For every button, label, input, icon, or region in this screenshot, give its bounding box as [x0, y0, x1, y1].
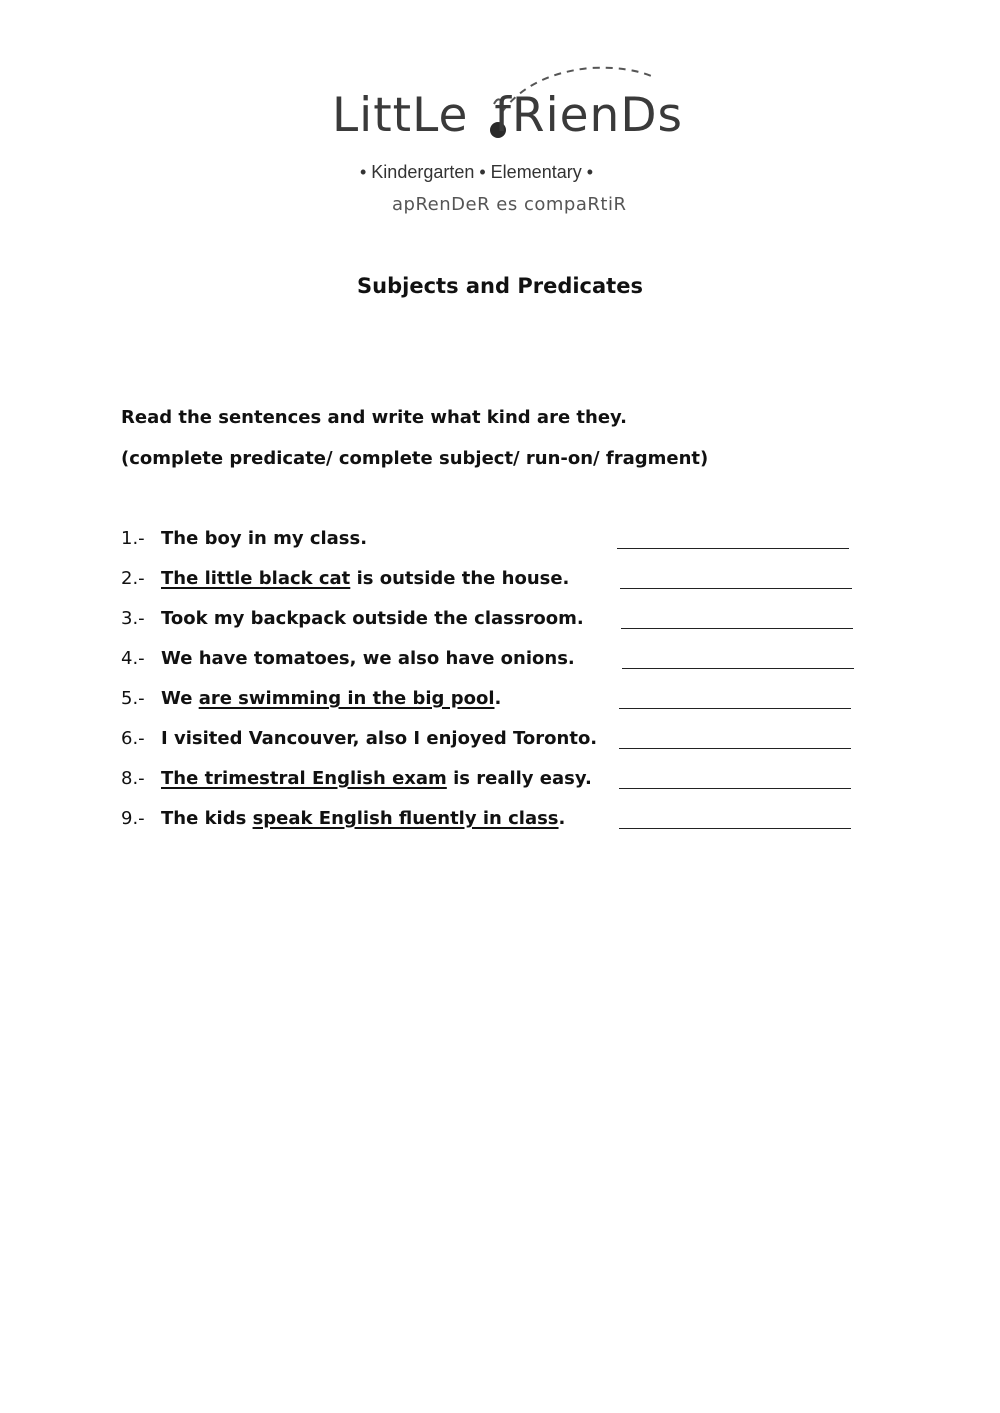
item-number: 2.- [121, 568, 145, 589]
logo-wordmark-right: fRienDs [494, 88, 684, 143]
sentence-text: We have tomatoes, we also have onions. [161, 648, 575, 669]
sentence-text: is really easy. [446, 768, 592, 789]
sentence-text: The boy in my class. [161, 528, 368, 549]
exercise-item [0, 808, 1000, 838]
item-number: 3.- [121, 608, 145, 629]
item-sentence [161, 648, 575, 669]
exercise-item [0, 528, 1000, 558]
item-number: 9.- [121, 808, 145, 829]
exercise-item [0, 688, 1000, 718]
item-number: 5.- [121, 688, 145, 709]
item-sentence [161, 728, 597, 749]
item-sentence [161, 808, 565, 829]
sentence-text: Took my backpack outside the classroom. [161, 608, 584, 629]
answer-blank[interactable] [619, 788, 851, 789]
underlined-phrase: are swimming in the big pool [198, 688, 495, 709]
exercise-item [0, 768, 1000, 798]
sentence-text: I visited Vancouver, also I enjoyed Toronto. [161, 728, 598, 749]
item-sentence [161, 608, 584, 629]
logo-subtitle: • Kindergarten • Elementary • [360, 162, 594, 182]
logo-tagline: apRenDeR es compaRtiR [392, 194, 627, 215]
answer-blank[interactable] [619, 828, 851, 829]
sentence-text: . [558, 808, 566, 829]
exercise-item [0, 648, 1000, 678]
exercise-item [0, 568, 1000, 598]
sentence-text: is outside the house. [350, 568, 570, 589]
item-number: 6.- [121, 728, 145, 749]
underlined-phrase: The little black cat [161, 568, 351, 589]
answer-blank[interactable] [617, 548, 849, 549]
answer-blank[interactable] [619, 708, 851, 709]
item-number: 8.- [121, 768, 145, 789]
sentence-text: . [494, 688, 502, 709]
page-title: Subjects and Predicates [357, 274, 643, 298]
answer-blank[interactable] [622, 668, 854, 669]
item-sentence [161, 688, 501, 709]
instruction-line-2: (complete predicate/ complete subject/ run-on/ fragment) [121, 448, 709, 469]
answer-blank[interactable] [620, 588, 852, 589]
exercise-item [0, 728, 1000, 758]
item-sentence [161, 528, 367, 549]
item-sentence [161, 768, 592, 789]
sentence-text: We [161, 688, 199, 709]
item-number: 4.- [121, 648, 145, 669]
exercise-item [0, 608, 1000, 638]
answer-blank[interactable] [621, 628, 853, 629]
logo-wordmark-left: LittLe [332, 88, 469, 143]
underlined-phrase: speak English fluently in class [252, 808, 559, 829]
item-sentence [161, 568, 569, 589]
sentence-text: The kids [161, 808, 253, 829]
answer-blank[interactable] [619, 748, 851, 749]
instruction-line-1: Read the sentences and write what kind are they. [121, 407, 627, 428]
item-number: 1.- [121, 528, 145, 549]
underlined-phrase: The trimestral English exam [161, 768, 447, 789]
